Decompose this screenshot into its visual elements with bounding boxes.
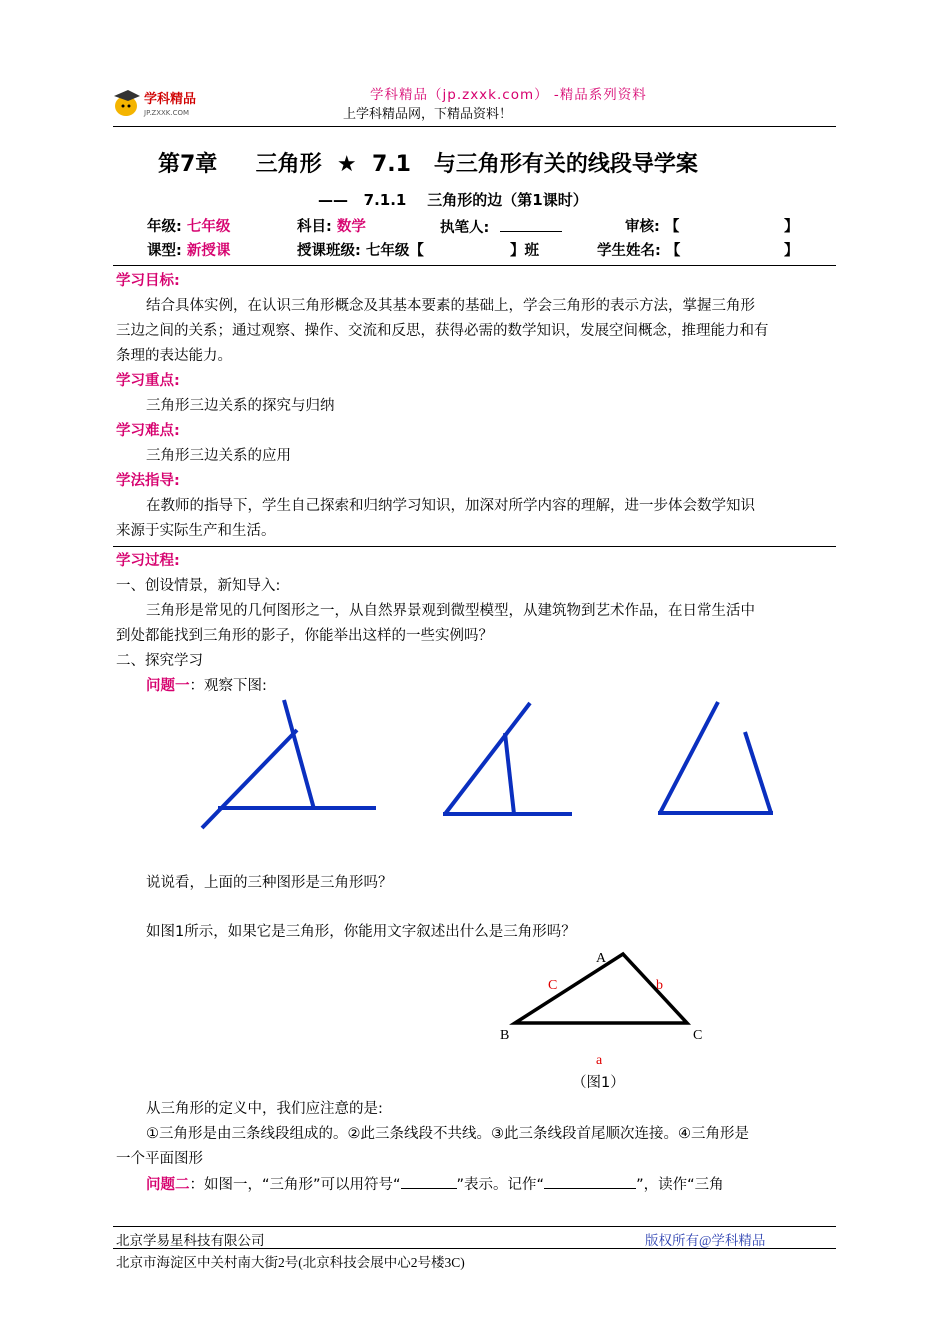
vertex-b-label: B [500,1028,510,1043]
review-close: 】 [784,219,799,235]
type-label: 课型: [147,243,182,259]
difficulty-title: 学习难点: [116,423,180,439]
footer-rule-bottom [113,1248,836,1249]
vertex-a-label: A [596,951,607,966]
type-value: 新授课 [186,243,231,259]
question-2-text-c: ”，读作“三角 [636,1177,724,1193]
method-line-1: 在教师的指导下，学生自己探索和归纳学习知识，加深对所学内容的理解，进一步体会数学知识 [146,498,755,514]
author-blank[interactable] [500,217,562,232]
footer-address: 北京市海淀区中关村南大街2号(北京科技会展中心2号楼3C) [116,1255,465,1270]
figure-caption: （图1） [572,1075,625,1091]
logo-text: 学科精品 [144,92,197,107]
question-2-text-b: ”表示。记作“ [456,1177,545,1193]
fig3-side-right [745,732,771,813]
process-title: 学习过程: [116,553,180,569]
info-rule [113,265,836,266]
author-label: 执笔人: [440,220,490,236]
author [440,217,562,238]
grade-value: 七年级 [186,219,231,235]
subject [297,217,366,237]
info-row-1 [147,217,230,237]
page-title: 第7章 三角形 ★ 7.1 与三角形有关的线段导学案 [158,152,698,177]
logo [110,86,210,120]
question-1-text: ：观察下图: [189,678,267,694]
goal-line-3: 条理的表达能力。 [116,348,232,364]
fig3-side-left [660,702,718,813]
student [597,241,680,261]
method-line-2: 来源于实际生产和生活。 [116,523,276,539]
class-label: 授课班级: 七年级【 [297,243,424,259]
subject-value: 数学 [336,219,366,235]
part2-heading: 二、探究学习 [116,653,203,669]
review-label: 审核: [625,219,660,235]
site-line: 学科精品（jp.zxxk.com） -精品系列资料 [370,87,647,103]
key-title: 学习重点: [116,373,180,389]
goal-line-1: 结合具体实例，在认识三角形概念及其基本要素的基础上，学会三角形的表示方法，掌握三角形 [146,298,755,314]
side-a-label: a [596,1053,603,1068]
fig1-side-right [284,700,314,809]
difficulty-text: 三角形三边关系的应用 [146,448,291,464]
side-c-label: C [548,978,558,993]
part1-line-1: 三角形是常见的几何图形之一，从自然界景观到微型模型，从建筑物到艺术作品，在日常生活中 [146,603,755,619]
page-subtitle: —— 7.1.1 三角形的边（第1课时） [318,191,588,209]
question-2-label: 问题二 [146,1177,190,1193]
fig2-side-left [445,703,530,814]
question-1-ask-2: 如图1所示，如果它是三角形，你能用文字叙述出什么是三角形吗？ [146,924,576,940]
question-2-text-a: ：如图一，“三角形”可以用符号“ [189,1177,401,1193]
question-1-label: 问题一 [146,678,190,694]
symbol-blank[interactable] [401,1174,457,1189]
method-title: 学法指导: [116,473,180,489]
footer-rule-top [113,1226,836,1227]
type [147,241,230,261]
note-heading: 从三角形的定义中，我们应注意的是: [146,1101,383,1117]
header-rule [113,126,836,127]
note-line-1: ①三角形是由三条线段组成的。②此三条线段不共线。③此三条线段首尾顺次连接。④三角形是 [146,1126,749,1142]
slogan: 上学科精品网，下精品资料！ [343,107,513,122]
triangle-figure [490,945,720,1075]
fig2-side-right [505,733,514,814]
goal-line-2: 三边之间的关系；通过观察、操作、交流和反思，获得必需的数学知识，发展空间概念，推理能力和有 [116,323,769,339]
review [625,217,679,237]
vertex-c-label: C [693,1028,703,1043]
logo-graphic [110,86,210,120]
key-text: 三角形三边关系的探究与归纳 [146,398,335,414]
side-b-label: b [656,978,663,993]
part1-line-2: 到处都能找到三角形的影子，你能举出这样的一些实例吗？ [116,628,493,644]
note-line-2: 一个平面图形 [116,1151,203,1167]
student-label: 学生姓名: [597,243,661,259]
line-figures [0,690,950,840]
review-open: 【 [664,219,680,235]
goal-title: 学习目标: [116,273,180,289]
footer-company: 北京学易星科技有限公司 [116,1233,265,1248]
logo-sub: JP.ZXXK.COM [144,109,190,117]
question-1-ask: 说说看，上面的三种图形是三角形吗？ [146,875,393,891]
class-close: 】班 [510,243,539,259]
subject-label: 科目: [297,219,332,235]
student-open: 【 [665,243,681,259]
fig1-side-left [202,730,297,828]
part1-heading: 一、创设情景，新知导入: [116,578,281,594]
student-close: 】 [784,243,799,259]
footer-copyright[interactable]: 版权所有@学科精品 [645,1233,766,1248]
grade-label: 年级: [147,219,182,235]
notation-blank[interactable] [544,1174,636,1189]
process-rule [113,546,836,547]
question-2 [146,1174,724,1195]
